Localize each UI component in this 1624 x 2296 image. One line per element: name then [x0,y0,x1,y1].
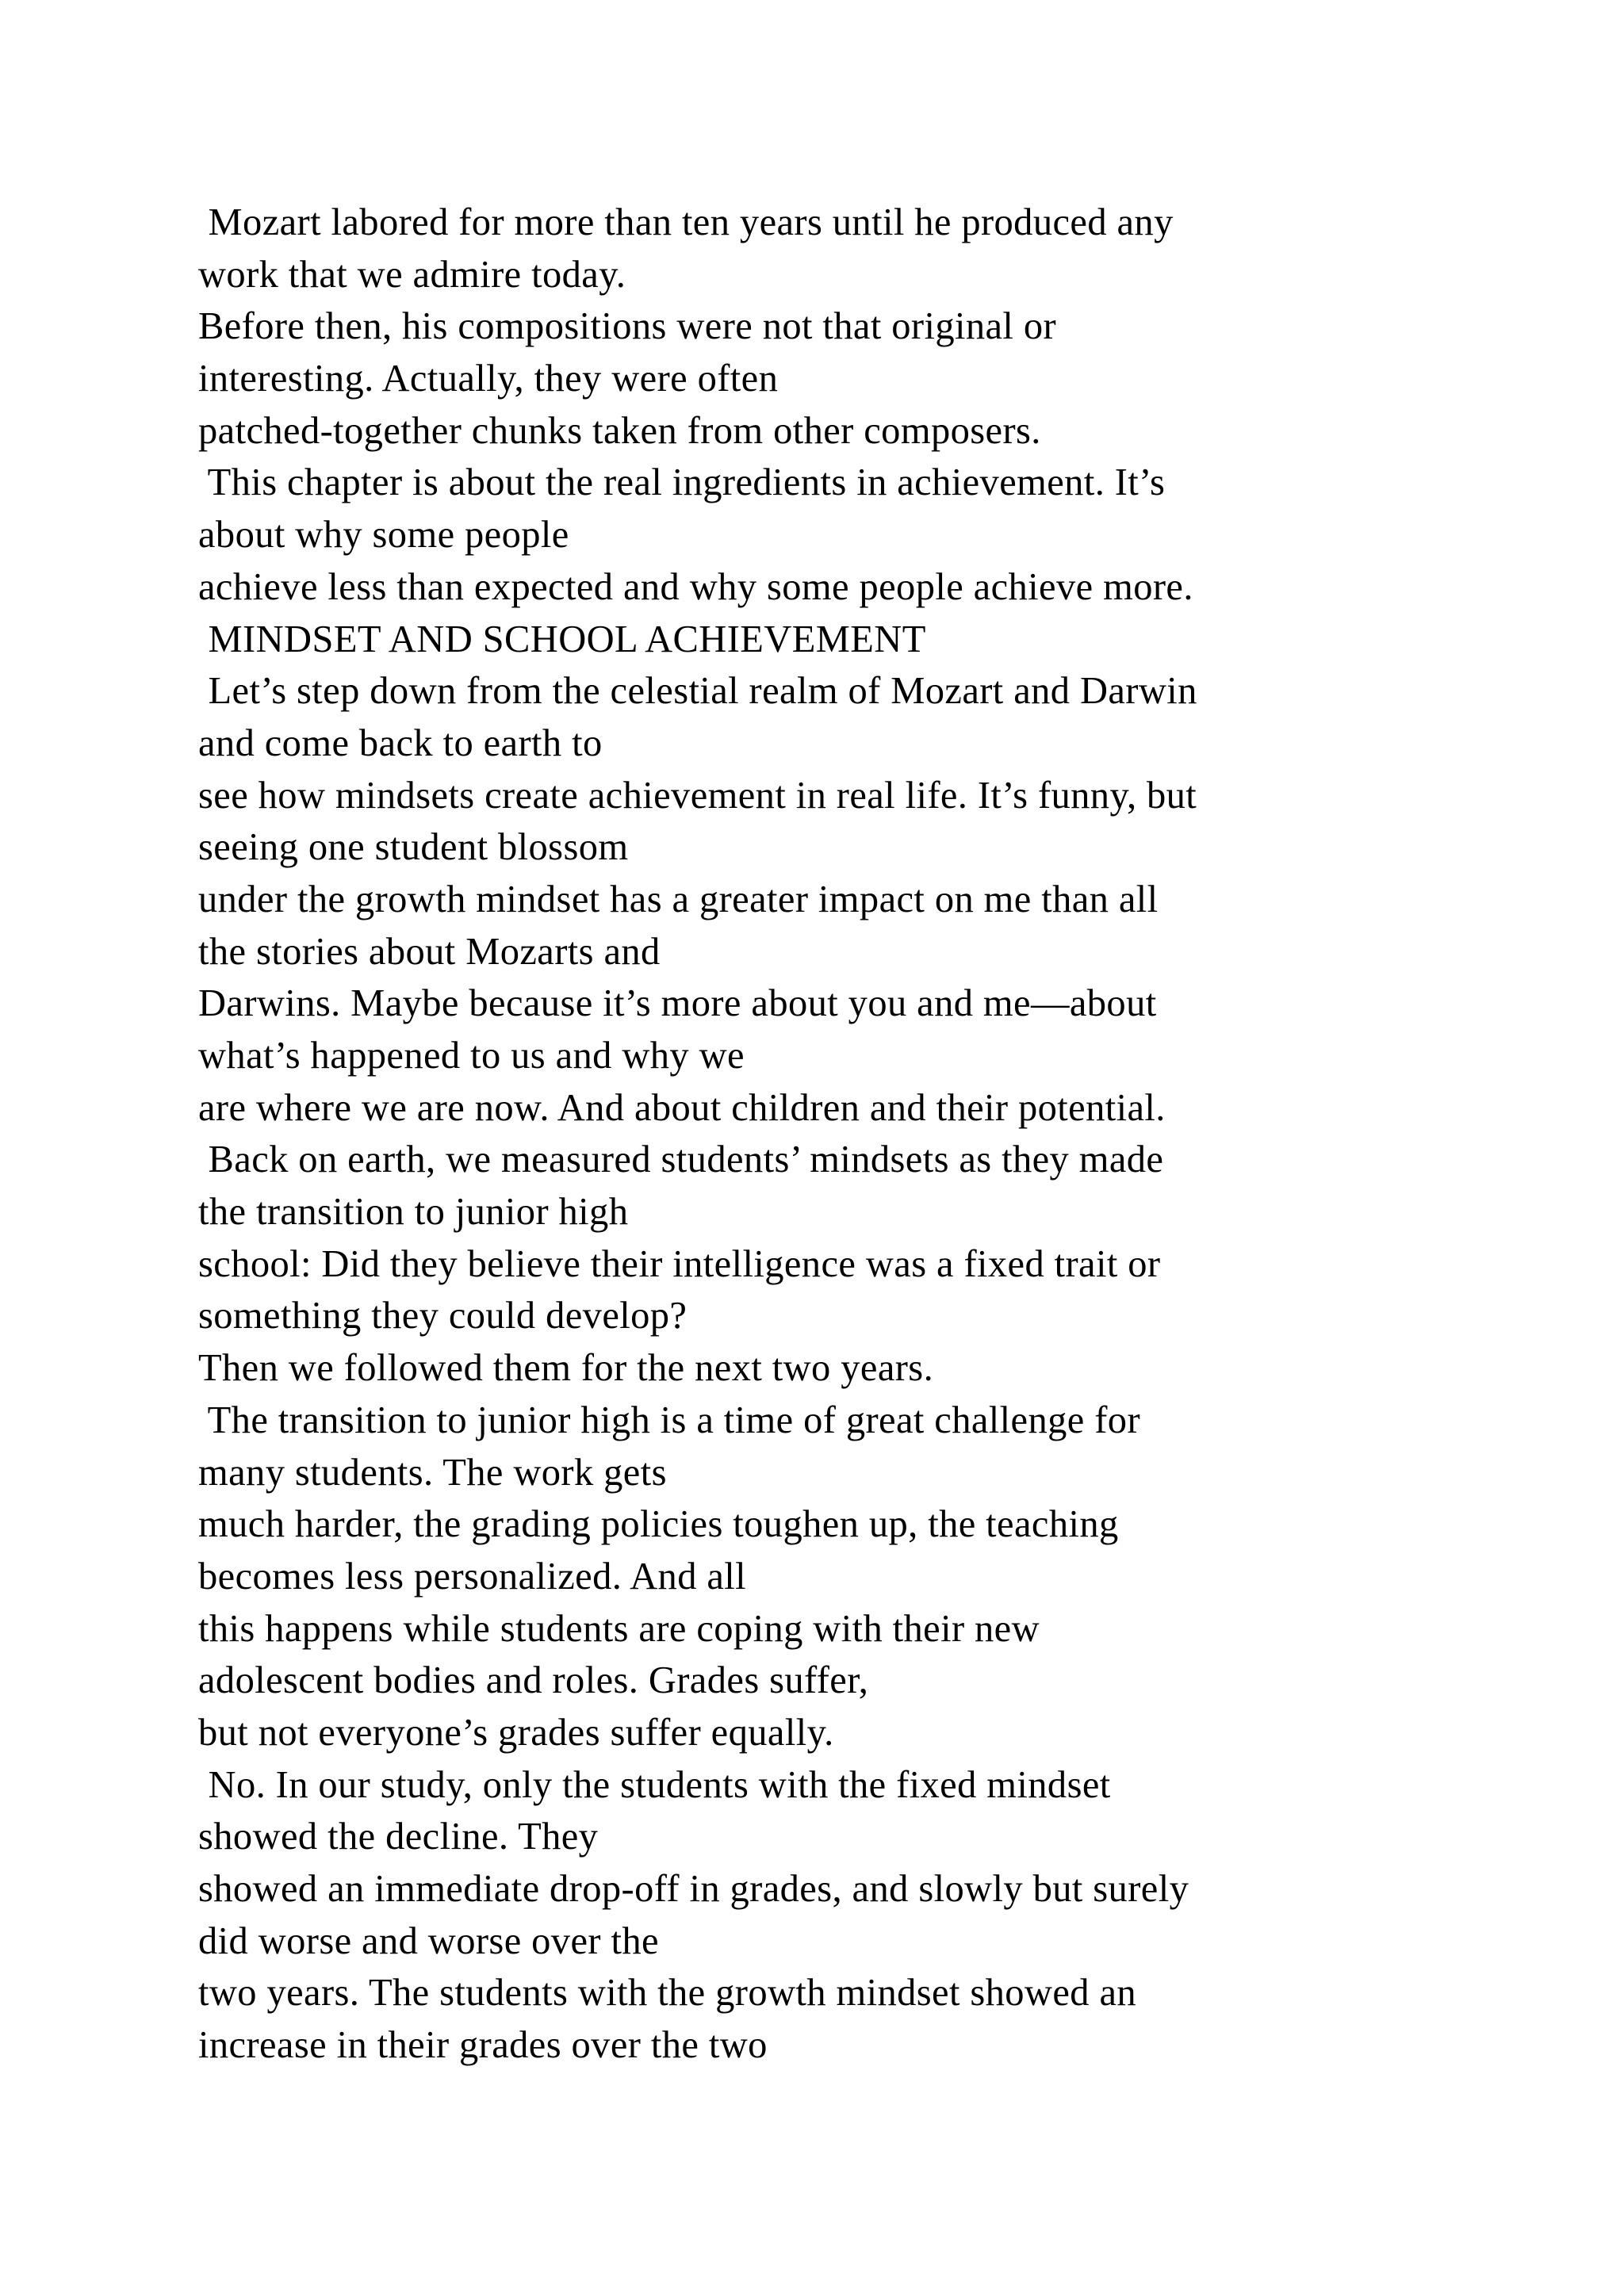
text-line: seeing one student blossom [198,826,629,869]
text-line: what’s happened to us and why we [198,1035,745,1077]
text-line: patched-together chunks taken from other composers. [198,409,1041,452]
text-line: Let’s step down from the celestial realm of Mozart and Darwin [198,670,1197,713]
text-line: the stories about Mozarts and [198,930,661,973]
text-line: many students. The work gets [198,1451,667,1494]
text-line: two years. The students with the growth mindset showed an [198,1972,1137,2015]
text-line: school: Did they believe their intelligence was a fixed trait or [198,1242,1161,1285]
text-line: No. In our study, only the students with the fixed mindset [198,1763,1111,1806]
text-line: did worse and worse over the [198,1919,659,1962]
text-line: and come back to earth to [198,721,603,764]
text-line: adolescent bodies and roles. Grades suffer, [198,1659,869,1702]
text-line: see how mindsets create achievement in real life. It’s funny, but [198,774,1197,817]
text-line: achieve less than expected and why some people achieve more. [198,565,1193,608]
text-line: Before then, his compositions were not that original or [198,305,1057,348]
text-line: increase in their grades over the two [198,2024,768,2067]
body-text [198,197,1546,2072]
text-line: Mozart labored for more than ten years until he produced any [198,201,1174,243]
text-line: interesting. Actually, they were often [198,358,779,400]
text-line: under the growth mindset has a greater impact on me than all [198,878,1159,920]
text-line: are where we are now. And about children and their potential. [198,1086,1166,1129]
text-line: about why some people [198,514,569,557]
text-line: this happens while students are coping with their new [198,1607,1040,1650]
text-line: Back on earth, we measured students’ mindsets as they made [198,1138,1164,1181]
text-line: but not everyone’s grades suffer equally. [198,1711,834,1754]
text-line: showed the decline. They [198,1816,599,1858]
text-line: This chapter is about the real ingredients in achievement. It’s [198,461,1166,504]
text-line: work that we admire today. [198,253,626,296]
section-heading: MINDSET AND SCHOOL ACHIEVEMENT [198,618,926,660]
text-line: Then we followed them for the next two years. [198,1347,934,1390]
text-line: The transition to junior high is a time of great challenge for [198,1399,1140,1441]
text-line: showed an immediate drop-off in grades, and slowly but surely [198,1868,1189,1910]
text-line: something they could develop? [198,1295,688,1337]
text-line: becomes less personalized. And all [198,1555,747,1598]
text-line: the transition to junior high [198,1191,629,1234]
text-line: much harder, the grading policies toughen up, the teaching [198,1503,1119,1546]
text-line: Darwins. Maybe because it’s more about you and me—about [198,982,1157,1025]
